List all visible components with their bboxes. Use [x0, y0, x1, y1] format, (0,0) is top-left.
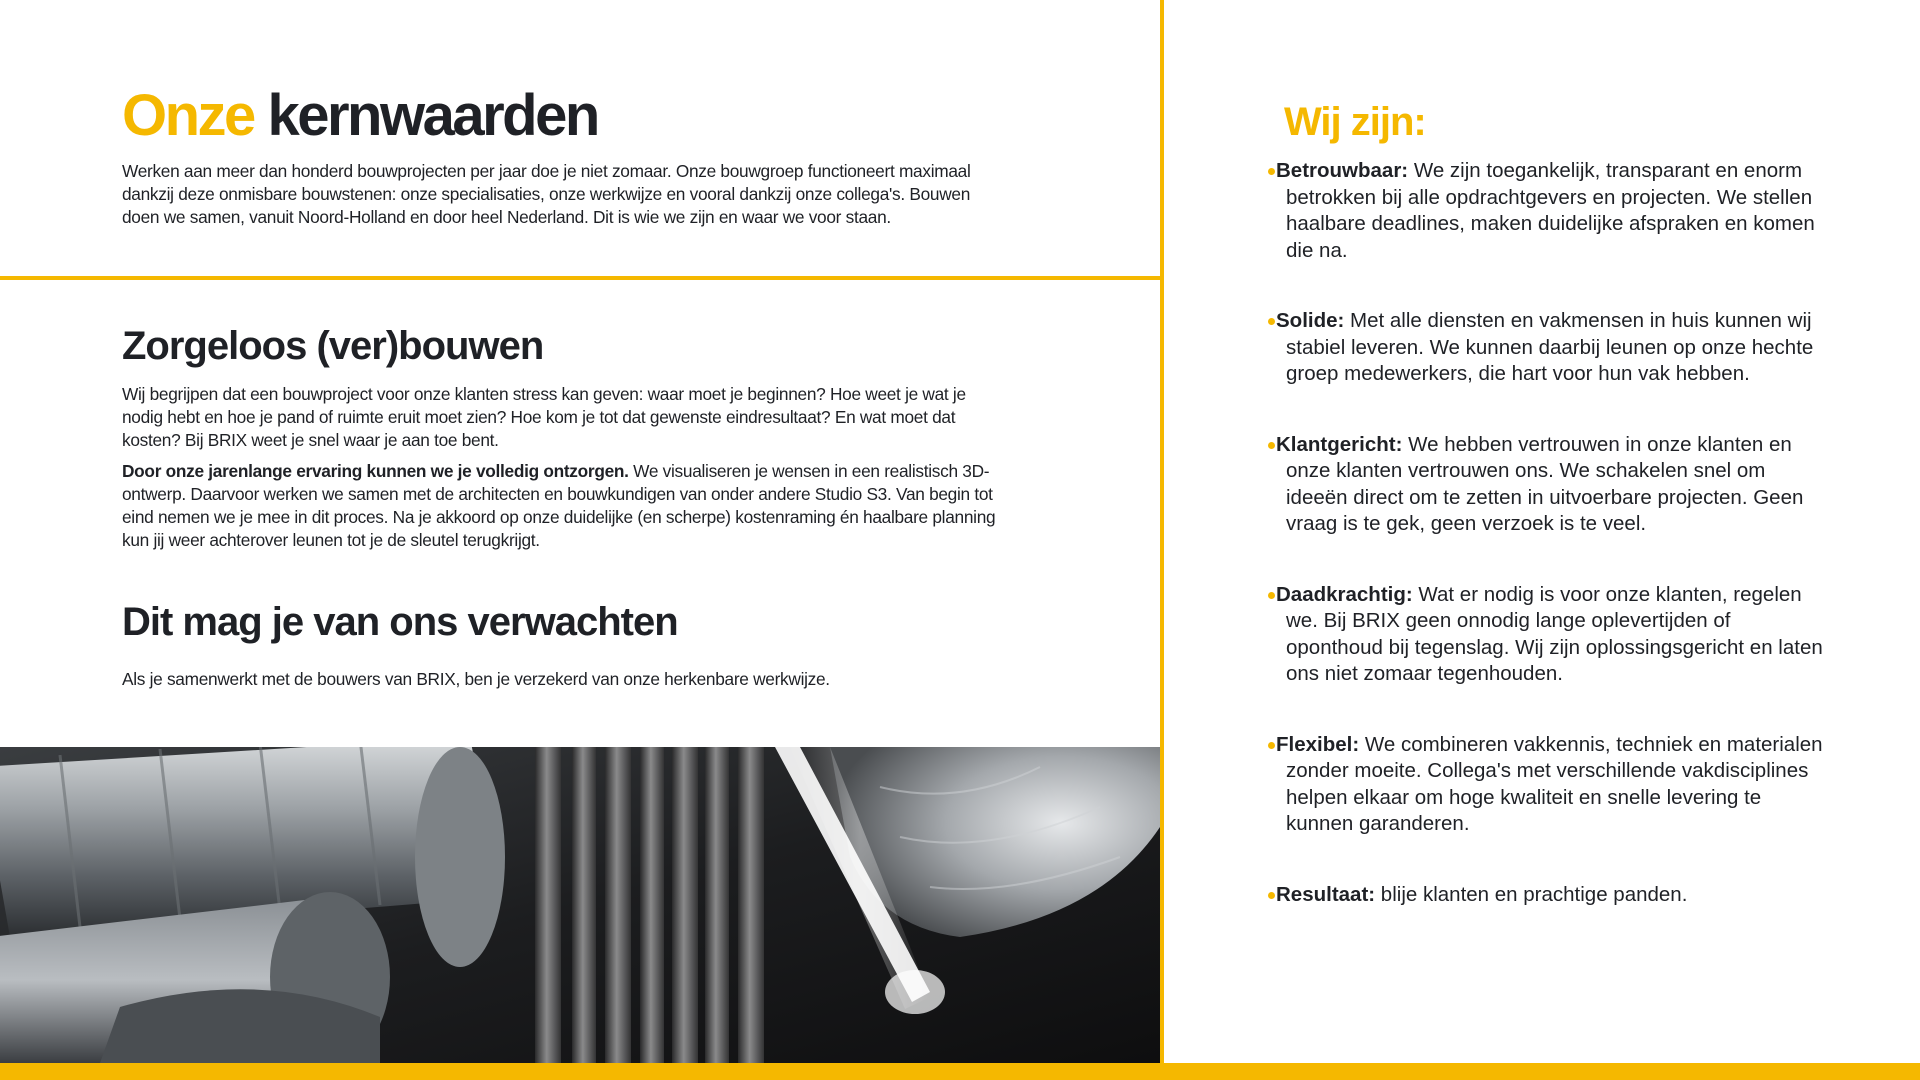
value-text: We combineren vakkennis, techniek en materialen zonder moeite. Collega's met verschillende vakdisciplines helpen elkaar om hoge kwaliteit en snelle levering te kunnen garanderen.	[1286, 732, 1823, 835]
section-title-verwachten: Dit mag je van ons verwachten	[122, 600, 678, 644]
zorgeloos-paragraph-2	[122, 460, 1010, 552]
value-label: Betrouwbaar:	[1276, 159, 1409, 182]
value-label: Daadkrachtig:	[1276, 582, 1413, 606]
value-text: blije klanten en prachtige panden.	[1375, 882, 1688, 906]
value-label: Resultaat:	[1276, 882, 1376, 906]
ventilation-ducts-photo	[0, 747, 1160, 1063]
value-label: Klantgericht:	[1276, 432, 1403, 456]
intro-paragraph: Werken aan meer dan honderd bouwprojecten per jaar doe je niet zomaar. Onze bouwgroep functioneert maximaal dankzij deze onmisbare bouwstenen: onze specialisaties, onze werkwijze en vooral dankzij onze collega's. Bouwen doen we samen, vanuit Noord-Holland en door heel Nederland. Dit is wie we zijn en waar we voor staan.	[122, 161, 971, 227]
horizontal-divider	[0, 276, 1160, 280]
values-title: Wij zijn:	[1284, 100, 1426, 144]
verwachten-paragraph: Als je samenwerkt met de bouwers van BRIX, ben je verzekerd van onze herkenbare werkwijze.	[122, 669, 830, 689]
value-label: Solide:	[1276, 309, 1345, 332]
value-text: We hebben vertrouwen in onze klanten en onze klanten vertrouwen ons. We schakelen snel om ideeën direct om te zetten in uitvoerbare projecten. Geen vraag is te gek, geen verzoek is te veel.	[1286, 432, 1804, 535]
value-item-resultaat	[1268, 882, 1828, 909]
zorgeloos-paragraph-2-rest: We visualiseren je wensen in een realistisch 3D-ontwerp. Daarvoor werken we samen met de architecten en bouwkundigen van onder andere Studio S3. Van begin tot eind nemen we je mee in dit proces. Na je akkoord op onze duidelijke (en scherpe) kostenraming én haalbare planning kun jij weer achterover leunen tot je de sleutel terugkrijgt.	[122, 461, 996, 550]
values-list	[1268, 158, 1828, 952]
bottom-accent-bar	[0, 1063, 1920, 1080]
value-text: Wat er nodig is voor onze klanten, regelen we. Bij BRIX geen onnodig lange oplevertijden of oponthoud bij tegenslag. Wij zijn oplossingsgericht en laten ons niet zomaar tegenhouden.	[1286, 582, 1823, 685]
value-item-betrouwbaar	[1268, 158, 1828, 264]
section-title-zorgeloos: Zorgeloos (ver)bouwen	[122, 324, 544, 368]
value-item-daadkrachtig	[1268, 582, 1828, 688]
page-title-rest: kernwaarden	[267, 83, 598, 148]
zorgeloos-paragraph-1: Wij begrijpen dat een bouwproject voor onze klanten stress kan geven: waar moet je beginnen? Hoe weet je wat je nodig hebt en hoe je pand of ruimte eruit moet zien? Hoe kom je tot dat gewenste eindresultaat? En wat moet dat kosten? Bij BRIX weet je snel waar je aan toe bent.	[122, 384, 966, 450]
value-label: Flexibel:	[1276, 732, 1360, 756]
page-title	[122, 84, 598, 148]
value-text: We zijn toegankelijk, transparant en enorm betrokken bij alle opdrachtgevers en projecten. We stellen haalbare deadlines, maken duidelijke afspraken en komen die na.	[1286, 159, 1815, 262]
value-item-flexibel	[1268, 732, 1828, 838]
value-item-solide	[1268, 308, 1828, 388]
page-title-accent: Onze	[122, 83, 254, 148]
value-item-klantgericht	[1268, 432, 1828, 538]
zorgeloos-paragraph-2-bold: Door onze jarenlange ervaring kunnen we je volledig ontzorgen.	[122, 461, 629, 481]
value-text: Met alle diensten en vakmensen in huis kunnen wij stabiel leveren. We kunnen daarbij leunen op onze hechte groep medewerkers, die hart voor hun vak hebben.	[1286, 309, 1814, 385]
vertical-divider	[1160, 0, 1164, 1064]
